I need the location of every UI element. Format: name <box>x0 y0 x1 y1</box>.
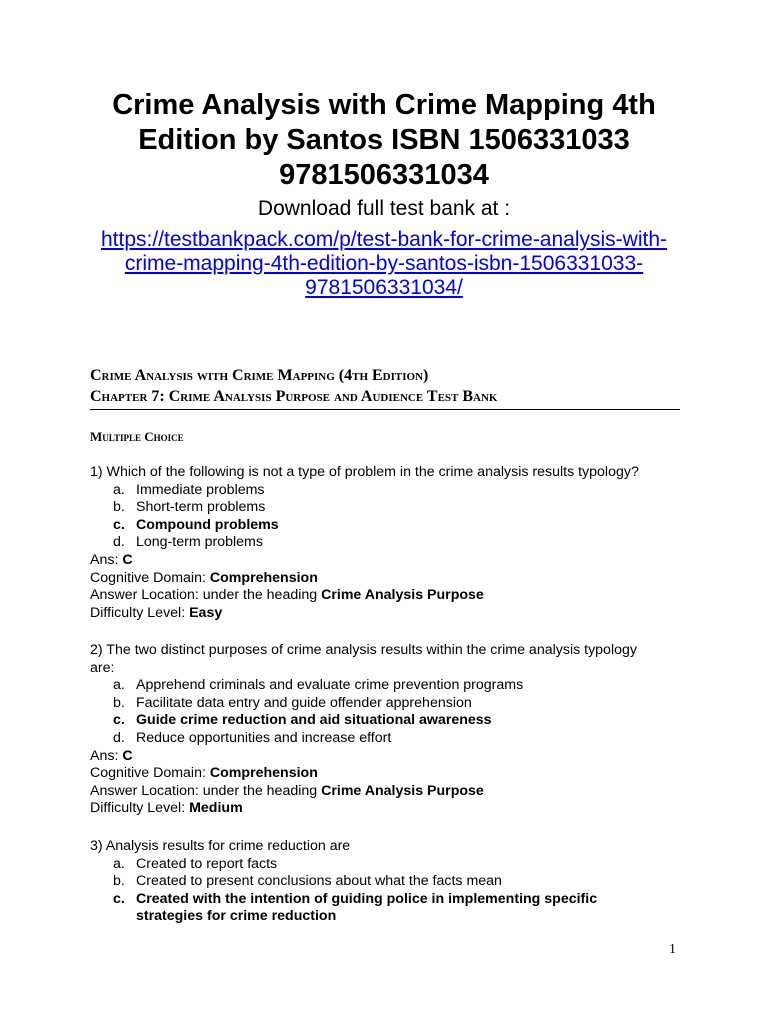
option-letter: d. <box>113 534 125 551</box>
options-list <box>90 677 690 747</box>
option-text: Facilitate data entry and guide offender apprehension <box>136 694 472 711</box>
question-stem: 1) Which of the following is not a type of problem in the crime analysis results typology? <box>90 464 639 480</box>
answer-value: C <box>122 747 133 764</box>
question-stem-line-2: are: <box>90 659 115 676</box>
option-c-correct <box>90 712 690 730</box>
option-d <box>90 534 690 552</box>
answer-label: Ans: <box>90 747 123 764</box>
domain-value: Comprehension <box>209 569 318 586</box>
difficulty-value: Medium <box>189 800 243 817</box>
option-letter: b. <box>113 873 125 890</box>
domain-label: Cognitive Domain: <box>90 569 210 586</box>
answer-line <box>90 748 690 766</box>
link-line-1[interactable]: https://testbankpack.com/p/test-bank-for-crime-analysis-with- <box>100 228 668 251</box>
document-title <box>40 88 728 193</box>
option-c-correct <box>90 517 690 535</box>
download-label: Download full test bank at : <box>257 197 511 220</box>
option-text: Compound problems <box>136 516 279 533</box>
option-text: Short-term problems <box>136 499 266 516</box>
domain-label: Cognitive Domain: <box>90 765 210 782</box>
option-c-correct <box>90 891 690 926</box>
option-letter: c. <box>113 890 125 907</box>
domain-line <box>90 570 690 588</box>
question-3 <box>90 838 690 926</box>
option-a <box>90 677 690 695</box>
location-value: Crime Analysis Purpose <box>321 587 484 604</box>
title-line-1: Crime Analysis with Crime Mapping 4th <box>112 89 656 121</box>
question-1 <box>90 464 690 622</box>
answer-label: Ans: <box>90 551 123 568</box>
location-label: Answer Location: under the heading <box>90 587 322 604</box>
section-label: Multiple Choice <box>90 429 184 444</box>
question-stem: 3) Analysis results for crime reduction are <box>90 838 351 854</box>
domain-line <box>90 765 690 783</box>
option-text: Long-term problems <box>136 534 263 551</box>
option-text: Apprehend criminals and evaluate crime prevention programs <box>136 677 524 694</box>
option-text: Reduce opportunities and increase effort <box>136 729 392 746</box>
option-letter: c. <box>113 712 125 729</box>
location-line <box>90 587 690 605</box>
options-list <box>90 856 690 926</box>
option-letter: a. <box>113 481 125 498</box>
option-b <box>90 873 690 891</box>
answer-line <box>90 552 690 570</box>
location-value: Crime Analysis Purpose <box>321 782 484 799</box>
option-d <box>90 730 690 748</box>
option-letter: b. <box>113 499 125 516</box>
divider <box>90 409 680 410</box>
difficulty-label: Difficulty Level: <box>90 604 190 621</box>
difficulty-label: Difficulty Level: <box>90 800 190 817</box>
download-link[interactable] <box>60 228 708 300</box>
page-number: 1 <box>669 942 676 957</box>
option-text: Created to present conclusions about what the facts mean <box>136 873 502 890</box>
title-line-2: Edition by Santos ISBN 1506331033 <box>138 124 630 156</box>
difficulty-line <box>90 605 690 623</box>
option-text-continued: strategies for crime reduction <box>136 908 337 925</box>
location-line <box>90 783 690 801</box>
domain-value: Comprehension <box>209 765 318 782</box>
link-line-3[interactable]: 9781506331034/ <box>305 276 463 299</box>
title-line-3: 9781506331034 <box>279 159 489 191</box>
option-text: Immediate problems <box>136 481 265 498</box>
option-letter: b. <box>113 694 125 711</box>
option-a <box>90 482 690 500</box>
option-text: Guide crime reduction and aid situational awareness <box>136 712 492 729</box>
book-title: Crime Analysis with Crime Mapping (4th Edition) <box>90 367 429 384</box>
chapter-title: Chapter 7: Crime Analysis Purpose and Audience Test Bank <box>90 388 498 405</box>
option-letter: a. <box>113 855 125 872</box>
difficulty-value: Easy <box>189 604 223 621</box>
answer-value: C <box>122 551 133 568</box>
option-letter: d. <box>113 729 125 746</box>
option-a <box>90 856 690 874</box>
link-line-2[interactable]: crime-mapping-4th-edition-by-santos-isbn-1506331033- <box>124 252 644 275</box>
option-letter: c. <box>113 516 125 533</box>
option-b <box>90 695 690 713</box>
difficulty-line <box>90 800 690 818</box>
option-text: Created to report facts <box>136 855 278 872</box>
option-letter: a. <box>113 677 125 694</box>
option-b <box>90 499 690 517</box>
question-2 <box>90 642 690 818</box>
options-list <box>90 482 690 552</box>
option-text: Created with the intention of guiding police in implementing specific <box>136 890 598 907</box>
location-label: Answer Location: under the heading <box>90 782 322 799</box>
question-stem-line-1: 2) The two distinct purposes of crime analysis results within the crime analysis typology <box>90 642 637 658</box>
